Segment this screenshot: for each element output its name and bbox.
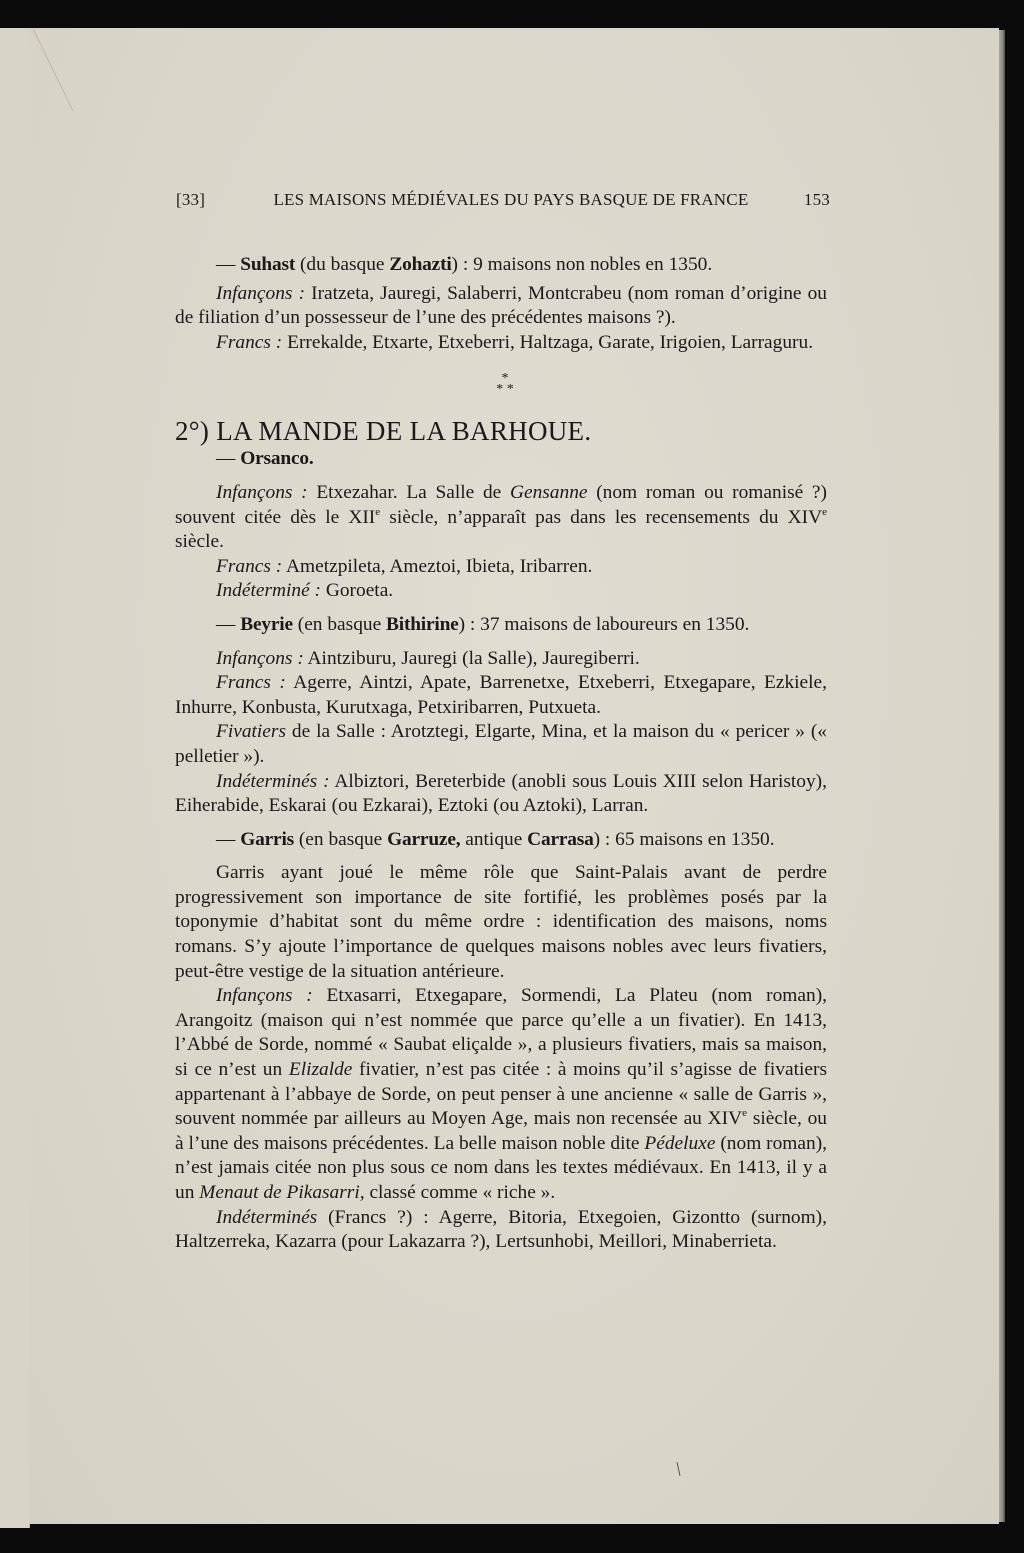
category-label: Francs : — [216, 672, 286, 694]
orsanco-infancons — [175, 481, 827, 555]
category-label: Infançons : — [216, 282, 306, 304]
text-run: classé comme « riche ». — [364, 1182, 556, 1203]
text-run: (du basque — [295, 254, 390, 275]
entry-suhast-title — [175, 253, 827, 278]
house-name: Elizalde — [288, 1059, 353, 1081]
garris-infancons — [175, 984, 827, 1205]
beyrie-fivatiers — [175, 720, 827, 769]
category-label: Infançons : — [216, 647, 304, 669]
text-run: siècle, ou à l’une des maisons précédentes. La belle maison noble dite — [175, 1108, 827, 1154]
place-name: Garris — [240, 828, 294, 850]
basque-name: Bithirine — [386, 613, 459, 635]
house-name: Gensanne — [509, 481, 588, 503]
previous-page-edge — [0, 28, 30, 1528]
text-run: (nom roman), n’est jamais citée non plus sous ce nom dans les textes médiévaux. En 1413, il y a un — [175, 1132, 827, 1203]
asterisk-top: * — [501, 371, 509, 387]
superscript: e — [822, 505, 827, 518]
place-name: Orsanco. — [240, 448, 314, 470]
section-heading: 2°) LA MANDE DE LA BARHOUE. — [175, 416, 592, 447]
text-run: ) : 65 maisons en 1350. — [593, 828, 775, 850]
em-dash: — — [216, 828, 241, 850]
text-run: ) : 9 maisons non nobles en 1350. — [451, 254, 713, 275]
garris-paragraph: Garris ayant joué le même rôle que Saint-Palais avant de perdre progressivement son importance de site fortifié, les problèmes posés par la toponymie d’habitat sont du même ordre : identification des maisons, noms romans. S’y ajoute l’importance de quelques maisons nobles avec leurs fivatiers, peut-être vestige de la situation antérieure. — [175, 862, 827, 982]
category-label: Indéterminé : — [216, 580, 321, 602]
em-dash: — — [216, 613, 241, 635]
garris-indetermines — [175, 1206, 827, 1255]
text-run: ) : 37 maisons de laboureurs en 1350. — [458, 613, 750, 635]
text-run: (Francs ?) : Agerre, Bitoria, Etxegoien, Gizontto (surnom), Haltzerreka, Kazarra (pour Lakazarra ?), Lertsunhobi, Meillori, Minaberrieta. — [175, 1206, 827, 1253]
text-run: Albiztori, Bereterbide (anobli sous Louis XIII selon Haristoy), Eiherabide, Eskarai (ou Ezkarai), Eztoki (ou Aztoki), Larran. — [175, 770, 827, 817]
em-dash: — — [216, 254, 241, 275]
text-run: Errekalde, Etxarte, Etxeberri, Haltzaga, Garate, Irigoien, Larraguru. — [282, 331, 814, 353]
text-run: antique — [460, 828, 528, 850]
category-label: Fivatiers — [216, 721, 287, 743]
basque-name: Zohazti — [389, 254, 452, 275]
orsanco-francs — [175, 555, 827, 580]
superscript: e — [742, 1107, 748, 1120]
text-run: de la Salle : Arotztegi, Elgarte, Mina, et la maison du « pericer » (« pelletier »). — [175, 721, 827, 767]
suhast-infancons — [175, 282, 827, 331]
text-run: Ametzpileta, Ameztoi, Ibieta, Iribarren. — [282, 555, 593, 577]
text-run: siècle. — [175, 531, 224, 553]
house-name: Pédeluxe — [644, 1132, 716, 1154]
entry-beyrie-title — [175, 613, 827, 638]
person-name: Menaut de Pikasarri, — [199, 1182, 365, 1203]
orsanco-indetermine — [175, 579, 827, 604]
superscript: e — [375, 505, 381, 518]
category-label: Indéterminés — [216, 1206, 318, 1228]
category-label: Indéterminés : — [216, 770, 330, 792]
place-name: Beyrie — [240, 613, 293, 635]
section-separator — [175, 371, 827, 398]
text-run: Etxasarri, Etxegapare, Sormendi, La Plateu (nom roman), Arangoitz (maison qui n’est nommée que parce qu’elle a un fivatier). En 1413, l’Abbé de Sorde, nommé « Saubat eliçalde », a plusieurs fivatiers, mais sa maison, si ce n’est un — [175, 985, 828, 1081]
text-run: Aintziburu, Jauregi (la Salle), Jauregiberri. — [303, 647, 640, 669]
page-stack-edge — [999, 30, 1005, 1522]
body-text — [175, 253, 827, 1255]
running-title: LES MAISONS MÉDIÉVALES DU PAYS BASQUE DE FRANCE — [273, 190, 749, 209]
place-name: Suhast — [240, 254, 296, 275]
category-label: Infançons : — [216, 985, 313, 1007]
category-label: Francs : — [216, 555, 283, 577]
category-label: Infançons : — [216, 481, 308, 503]
chapter-number: [33] — [176, 190, 206, 209]
entry-garris-title — [175, 828, 827, 853]
running-head — [176, 190, 830, 210]
text-run: Iratzeta, Jauregi, Salaberri, Montcrabeu (nom roman d’origine ou de filiation d’un possesseur de l’une des précédentes maisons ?). — [175, 282, 828, 329]
page-number: 153 — [803, 190, 830, 209]
suhast-francs — [175, 331, 827, 356]
beyrie-francs — [175, 671, 827, 720]
basque-name: Garruze, — [387, 828, 461, 850]
em-dash: — — [216, 448, 241, 470]
text-run: (en basque — [292, 613, 387, 635]
beyrie-infancons — [175, 647, 827, 672]
text-run: Goroeta. — [321, 580, 394, 602]
asterisk-bottom: * * — [496, 382, 514, 398]
text-run: (nom roman ou romanisé ?) souvent citée dès le XII — [175, 481, 827, 528]
text-run: Etxezahar. La Salle de — [307, 481, 510, 503]
text-run: siècle, n’apparaît pas dans les recensements du XIV — [380, 506, 823, 528]
entry-orsanco-title — [175, 447, 827, 472]
beyrie-indetermines — [175, 770, 827, 819]
text-run: Agerre, Aintzi, Apate, Barrenetxe, Etxeberri, Etxegapare, Ezkiele, Inhurre, Konbusta, Kurutxaga, Petxiribarren, Putxueta. — [175, 672, 827, 718]
antique-name: Carrasa — [527, 828, 594, 850]
text-run: (en basque — [293, 828, 388, 850]
text-run: fivatier, n’est pas citée : à moins qu’il s’agisse de fivatiers appartenant à l’abbaye de Sorde, on peut penser à une ancienne « salle de Garris », souvent nommée par ailleurs au Moyen Age, mais non recensée au XIV — [175, 1059, 828, 1130]
category-label: Francs : — [216, 331, 283, 353]
